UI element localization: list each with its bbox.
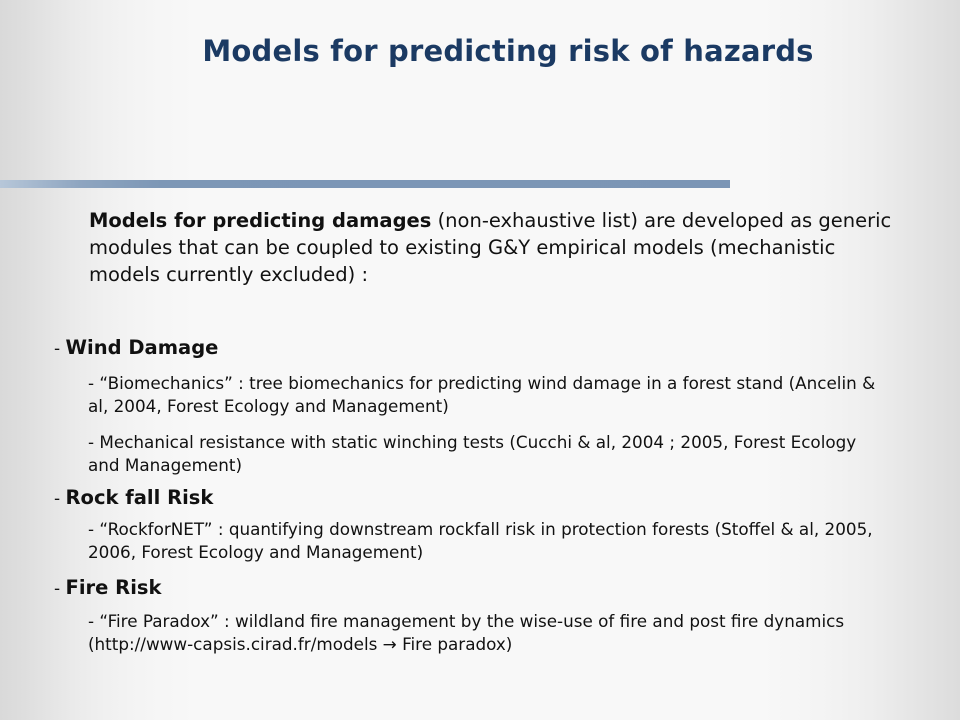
bullet-dash: -	[54, 489, 66, 509]
intro-text: (non-exhaustive list) are developed as generic modules that can be coupled to existing G&Y empirical models (mechanistic models currently excluded) :	[89, 209, 892, 286]
list-item: - “Biomechanics” : tree biomechanics for predicting wind damage in a forest stand (Ancelin & al, 2004, Forest Ecology and Management)	[88, 373, 876, 416]
list-item: - “RockforNET” : quantifying downstream rockfall risk in protection forests (Stoffel & al, 2005, 2006, Forest Ecology and Management)	[88, 519, 873, 562]
section-heading-fire	[54, 576, 161, 599]
list-item: - “Fire Paradox” : wildland fire management by the wise-use of fire and post fire dynamics (http://www-capsis.cirad.fr/models → Fire paradox)	[88, 611, 845, 654]
section-heading-label: Wind Damage	[65, 336, 219, 359]
section-heading-label: Fire Risk	[65, 576, 162, 599]
section-heading-label: Rock fall Risk	[65, 486, 214, 509]
section-heading-rockfall	[54, 486, 213, 509]
bullet-dash: -	[54, 579, 66, 599]
section-heading-wind	[54, 336, 218, 359]
bullet-dash: -	[54, 339, 66, 359]
intro-paragraph	[89, 207, 909, 288]
slide-title: Models for predicting risk of hazards	[202, 34, 814, 68]
title-divider-bar	[0, 180, 730, 188]
intro-bold-text: Models for predicting damages	[89, 209, 432, 232]
list-item: - Mechanical resistance with static winching tests (Cucchi & al, 2004 ; 2005, Forest Ecology and Management)	[88, 432, 857, 475]
